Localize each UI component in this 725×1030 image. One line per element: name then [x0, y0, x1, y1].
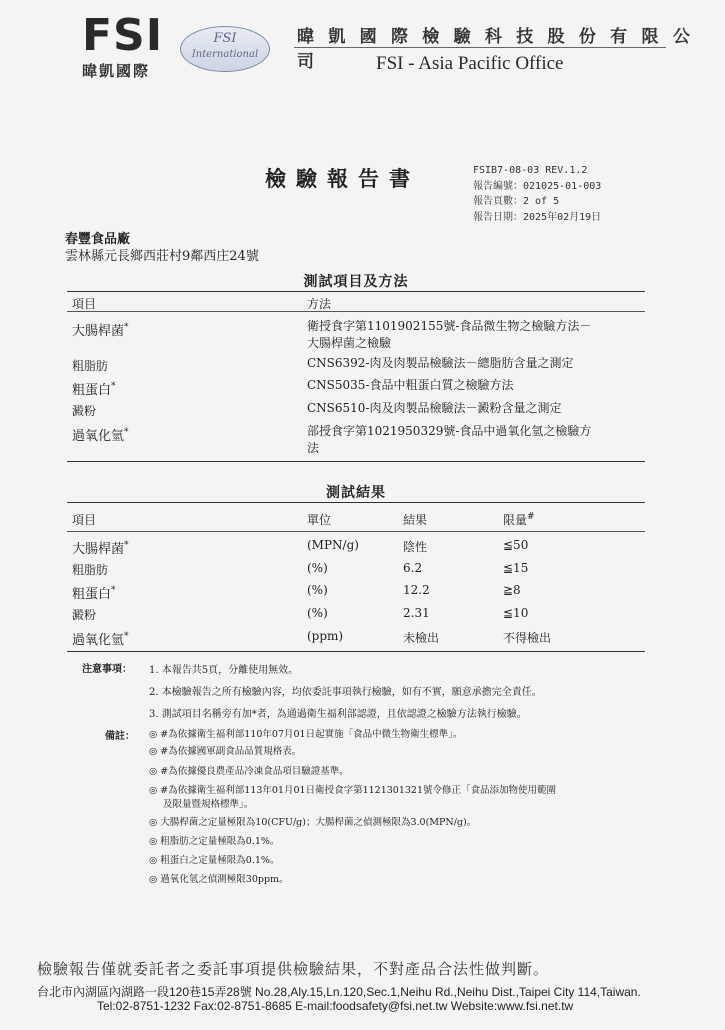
results-table-title: 測試結果 — [326, 485, 386, 501]
result-row-item — [72, 538, 129, 557]
notes-label: 注意事項： — [82, 664, 132, 675]
accredited-mark: * — [124, 540, 129, 551]
method-row-method — [307, 377, 647, 394]
method-row-item — [72, 357, 108, 374]
footer-disclaimer: 檢驗報告僅就委託者之委託事項提供檢驗結果，不對產品合法性做判斷。 — [37, 960, 550, 978]
remark-item: ◎ #為依據國軍副食品品質規格表。 — [149, 746, 302, 757]
note-item: 1. 本報告共5頁，分離使用無效。 — [149, 665, 299, 676]
company-name-english: FSI - Asia Pacific Office — [376, 53, 564, 74]
result-row-limit: ≦10 — [503, 606, 529, 620]
remark-item-cont: 及限量暨規格標準」。 — [163, 799, 254, 810]
header-divider — [294, 47, 666, 48]
regulation-mark: # — [527, 512, 535, 522]
emblem-text: FSI — [213, 31, 237, 46]
methods-col-method: 方法 — [307, 297, 332, 311]
result-row-value: 2.31 — [403, 606, 430, 620]
result-row-item — [72, 629, 129, 648]
item-name: 粗蛋白 — [72, 383, 112, 398]
accredited-mark: * — [111, 585, 116, 596]
accredited-mark: * — [124, 631, 129, 642]
report-title: 檢驗報告書 — [265, 166, 420, 191]
report-date: 報告日期：2025年02月19日 — [473, 211, 602, 223]
report-meta — [473, 163, 601, 225]
footer-contact: Tel:02-8751-1232 Fax:02-8751-8685 E-mail:foodsafety@fsi.net.tw Website:www.fsi.net.tw — [97, 999, 574, 1013]
result-row-item — [72, 561, 108, 578]
result-row-unit: (%) — [307, 561, 328, 575]
client-address: 雲林縣元長鄉西莊村9鄰西庄24號 — [65, 249, 259, 264]
item-name: 澱粉 — [72, 404, 97, 418]
item-name: 大腸桿菌 — [72, 542, 125, 557]
results-col-limit — [503, 511, 535, 528]
method-row-method — [307, 423, 647, 457]
footer-address: 台北市內湖區內湖路一段120巷15弄28號 No.28,Aly.15,Ln.120,Sec.1,Neihu Rd.,Neihu Dist.,Taipei City 114,Taiwan. — [37, 985, 641, 999]
item-name: 過氧化氫 — [72, 429, 125, 444]
result-row-value: 未檢出 — [403, 631, 440, 645]
method-row-item — [72, 402, 96, 419]
item-name: 過氧化氫 — [72, 633, 125, 648]
results-col-unit: 單位 — [307, 513, 332, 527]
remarks-label: 備註： — [105, 731, 135, 742]
result-row-limit: ≦15 — [503, 561, 529, 575]
method-text: CNS6510-肉及肉製品檢驗法－澱粉含量之測定 — [307, 401, 562, 415]
method-text: 衛授食字第1101902155號-食品微生物之檢驗方法－ — [307, 319, 592, 333]
result-row-value: 12.2 — [403, 583, 430, 597]
emblem-subtext: International — [191, 49, 259, 60]
result-row-value: 陰性 — [403, 540, 428, 554]
logo-chinese-name: 暐凱國際 — [82, 62, 151, 80]
method-row-item — [72, 320, 129, 339]
result-row-unit: (MPN/g) — [307, 538, 359, 552]
item-name: 粗蛋白 — [72, 587, 112, 602]
result-row-limit: ≦50 — [503, 538, 529, 552]
page-count: 報告頁數：2 of 5 — [473, 196, 560, 207]
result-row-limit: 不得檢出 — [503, 631, 552, 645]
method-row-item — [72, 379, 116, 398]
table-rule — [67, 531, 645, 532]
remark-item: ◎ 過氧化氫之偵測極限30ppm。 — [149, 874, 289, 885]
methods-col-item: 項目 — [72, 297, 97, 311]
table-rule — [67, 502, 645, 503]
method-row-method — [307, 318, 647, 352]
table-rule — [67, 651, 645, 652]
limit-label: 限量 — [503, 513, 528, 527]
method-text-cont: 法 — [307, 441, 320, 455]
company-name-chinese: 暐 凱 國 際 檢 驗 科 技 股 份 有 限 公 司 — [297, 27, 695, 72]
method-text: 部授食字第1021950329號-食品中過氧化氫之檢驗方 — [307, 424, 592, 438]
accredited-mark: * — [124, 427, 129, 438]
result-row-unit: (ppm) — [307, 629, 344, 643]
method-row-method — [307, 400, 647, 417]
table-rule — [67, 461, 645, 462]
company-logo: FSI — [82, 10, 164, 61]
result-row-item — [72, 606, 96, 623]
remark-item: ◎ #為依據衛生福利部110年07月01日起實施「食品中微生物衛生標準」。 — [149, 729, 463, 740]
item-name: 粗脂肪 — [72, 563, 109, 577]
method-text: CNS6392-肉及肉製品檢驗法－總脂肪含量之測定 — [307, 356, 574, 370]
result-row-limit: ≧8 — [503, 583, 521, 597]
method-row-item — [72, 425, 129, 444]
item-name: 澱粉 — [72, 608, 97, 622]
remark-item: ◎ 粗脂肪之定量極限為0.1%。 — [149, 836, 280, 847]
results-col-item: 項目 — [72, 513, 97, 527]
note-item: 2. 本檢驗報告之所有檢驗內容，均依委託事項執行檢驗，如有不實，願意承擔完全責任。 — [149, 687, 542, 698]
item-name: 大腸桿菌 — [72, 324, 125, 339]
method-text: CNS5035-食品中粗蛋白質之檢驗方法 — [307, 378, 514, 392]
client-name: 春豐食品廠 — [65, 232, 131, 247]
remark-item: ◎ #為依據衛生福利部113年01月01日衛授食字第1121301321號令修正「食品添加物使用範圍 — [149, 785, 557, 796]
accredited-mark: * — [124, 322, 129, 333]
report-number: 報告編號：021025-01-003 — [473, 180, 602, 192]
table-rule — [67, 311, 645, 312]
methods-table-title: 測試項目及方法 — [303, 274, 409, 290]
form-number: FSIB7-08-03 REV.1.2 — [473, 165, 588, 176]
remark-item: ◎ #為依據優良農產品冷凍食品項目驗證基準。 — [149, 766, 349, 777]
remark-item: ◎ 大腸桿菌之定量極限為10(CFU/g)；大腸桿菌之偵測極限為3.0(MPN/g)。 — [149, 817, 477, 828]
method-text-cont: 大腸桿菌之檢驗 — [307, 336, 392, 350]
table-rule — [67, 291, 645, 292]
result-row-item — [72, 583, 116, 602]
result-row-unit: (%) — [307, 583, 328, 597]
remark-item: ◎ 粗蛋白之定量極限為0.1%。 — [149, 855, 280, 866]
result-row-unit: (%) — [307, 606, 328, 620]
fsi-international-emblem — [180, 26, 270, 72]
result-row-value: 6.2 — [403, 561, 423, 575]
accredited-mark: * — [111, 381, 116, 392]
results-col-result: 結果 — [403, 513, 428, 527]
note-item: 3. 測試項目名稱旁有加*者，為通過衛生福利部認證，且依認證之檢驗方法執行檢驗。 — [149, 709, 527, 720]
item-name: 粗脂肪 — [72, 359, 109, 373]
method-row-method — [307, 355, 647, 372]
